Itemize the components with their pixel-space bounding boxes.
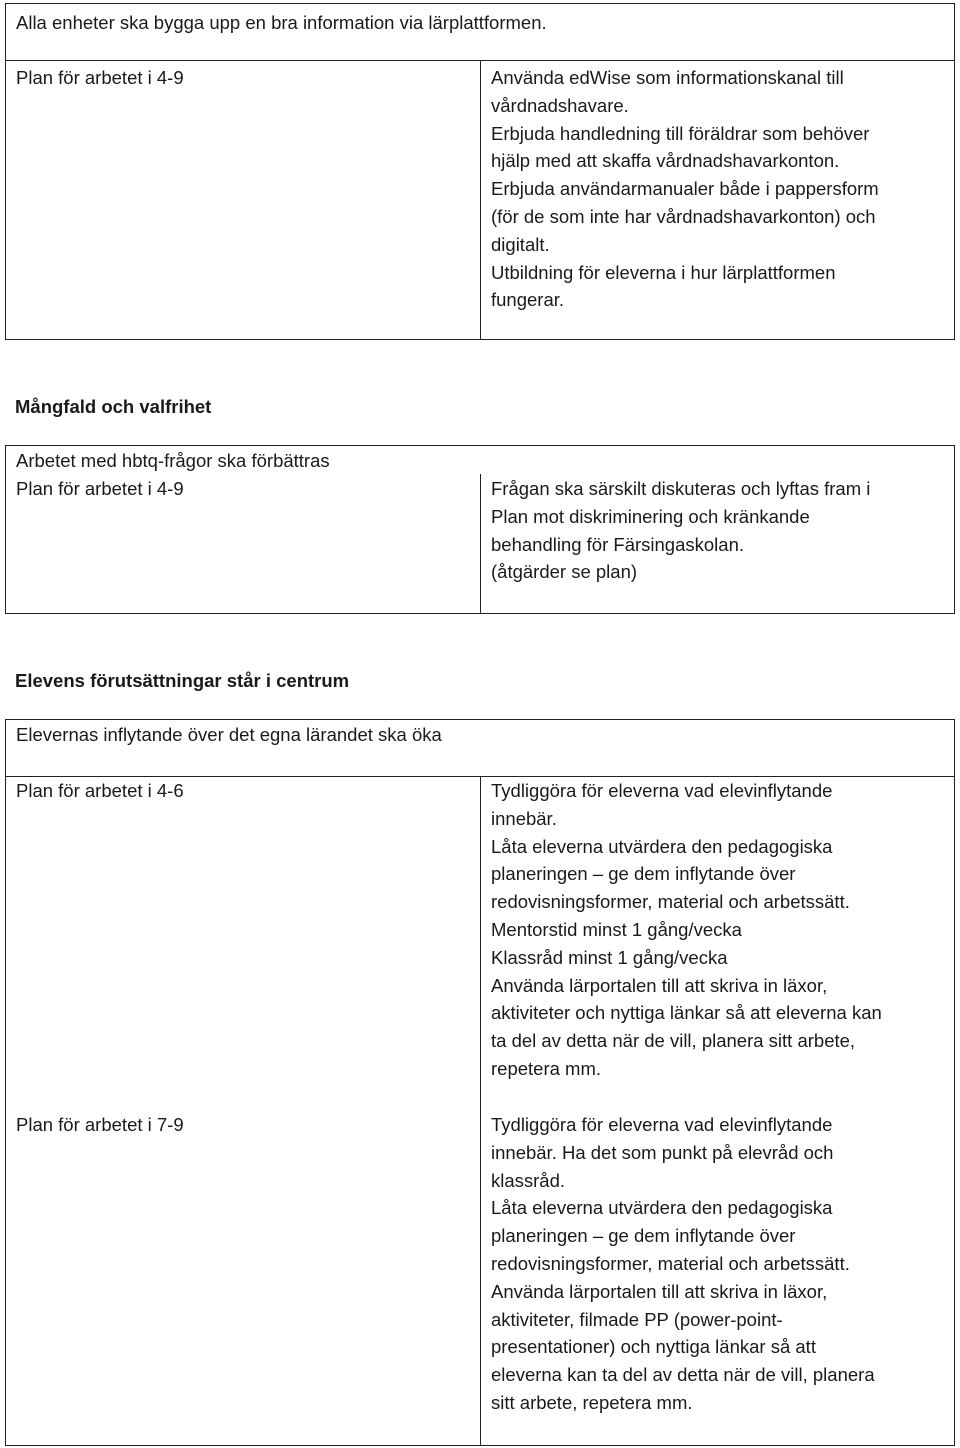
table-subheading: Elevernas inflytande över det egna lärandet ska öka	[16, 724, 442, 745]
text-line: presentationer) och nyttiga länkar så att	[491, 1336, 816, 1358]
section-heading: Mångfald och valfrihet	[15, 396, 212, 417]
text-line: behandling för Färsingaskolan.	[491, 533, 744, 555]
info-table	[5, 3, 955, 340]
plan-text	[491, 475, 951, 586]
column-divider	[480, 776, 481, 1445]
text-line: Erbjuda användarmanualer både i pappersform	[491, 178, 879, 200]
text-line: redovisningsformer, material och arbetssätt.	[491, 891, 850, 913]
section-heading: Elevens förutsättningar står i centrum	[15, 670, 350, 691]
text-line: aktiviteter och nyttiga länkar så att eleverna kan	[491, 1002, 882, 1024]
text-line: Tydliggöra för eleverna vad elevinflytande	[491, 780, 833, 801]
text-line: innebär. Ha det som punkt på elevråd och	[491, 1141, 834, 1163]
text-line: Tydliggöra för eleverna vad elevinflytande	[491, 1114, 833, 1135]
student-influence-table	[5, 719, 955, 1446]
text-line: planeringen – ge dem inflytande över	[491, 1225, 796, 1247]
plan-label: Plan för arbetet i 7-9	[16, 1114, 184, 1135]
text-line: planeringen – ge dem inflytande över	[491, 863, 796, 885]
plan-text	[491, 1111, 951, 1417]
text-line: innebär.	[491, 807, 557, 829]
text-line: (åtgärder se plan)	[491, 561, 638, 583]
text-line: digitalt.	[491, 233, 550, 255]
plan-label: Plan för arbetet i 4-6	[16, 780, 184, 801]
text-line: Utbildning för eleverna i hur lärplattformen	[491, 261, 836, 283]
text-line: hjälp med att skaffa vårdnadshavarkonton.	[491, 150, 840, 172]
text-line: Klassråd minst 1 gång/vecka	[491, 946, 728, 968]
text-line: Använda lärportalen till att skriva in läxor,	[491, 1280, 828, 1302]
text-line: Frågan ska särskilt diskuteras och lyftas fram i	[491, 478, 871, 499]
text-line: fungerar.	[491, 289, 565, 311]
plan-label: Plan för arbetet i 4-9	[16, 478, 184, 499]
plan-text	[491, 64, 951, 314]
text-line: redovisningsformer, material och arbetssätt.	[491, 1252, 850, 1274]
diversity-table	[5, 445, 955, 614]
column-divider	[480, 474, 481, 613]
text-line: Mentorstid minst 1 gång/vecka	[491, 918, 742, 940]
table-subheading: Arbetet med hbtq-frågor ska förbättras	[16, 450, 330, 471]
text-line: Låta eleverna utvärdera den pedagogiska	[491, 1197, 833, 1219]
text-line: Erbjuda handledning till föräldrar som behöver	[491, 122, 870, 144]
text-line: repetera mm.	[491, 1057, 602, 1079]
text-line: Använda edWise som informationskanal till	[491, 67, 844, 88]
text-line: klassråd.	[491, 1169, 566, 1191]
column-divider	[480, 60, 481, 339]
text-line: vårdnadshavare.	[491, 94, 629, 116]
text-line: sitt arbete, repetera mm.	[491, 1391, 693, 1413]
text-line: (för de som inte har vårdnadshavarkonton) och	[491, 205, 876, 227]
plan-label: Plan för arbetet i 4-9	[16, 67, 184, 88]
plan-text	[491, 777, 951, 1083]
text-line: Låta eleverna utvärdera den pedagogiska	[491, 835, 833, 857]
text-line: Använda lärportalen till att skriva in läxor,	[491, 974, 828, 996]
intro-text: Alla enheter ska bygga upp en bra information via lärplattformen.	[16, 12, 547, 33]
text-line: aktiviteter, filmade PP (power-point-	[491, 1308, 783, 1330]
text-line: eleverna kan ta del av detta när de vill, planera	[491, 1364, 875, 1386]
text-line: Plan mot diskriminering och kränkande	[491, 505, 810, 527]
text-line: ta del av detta när de vill, planera sitt arbete,	[491, 1030, 856, 1052]
